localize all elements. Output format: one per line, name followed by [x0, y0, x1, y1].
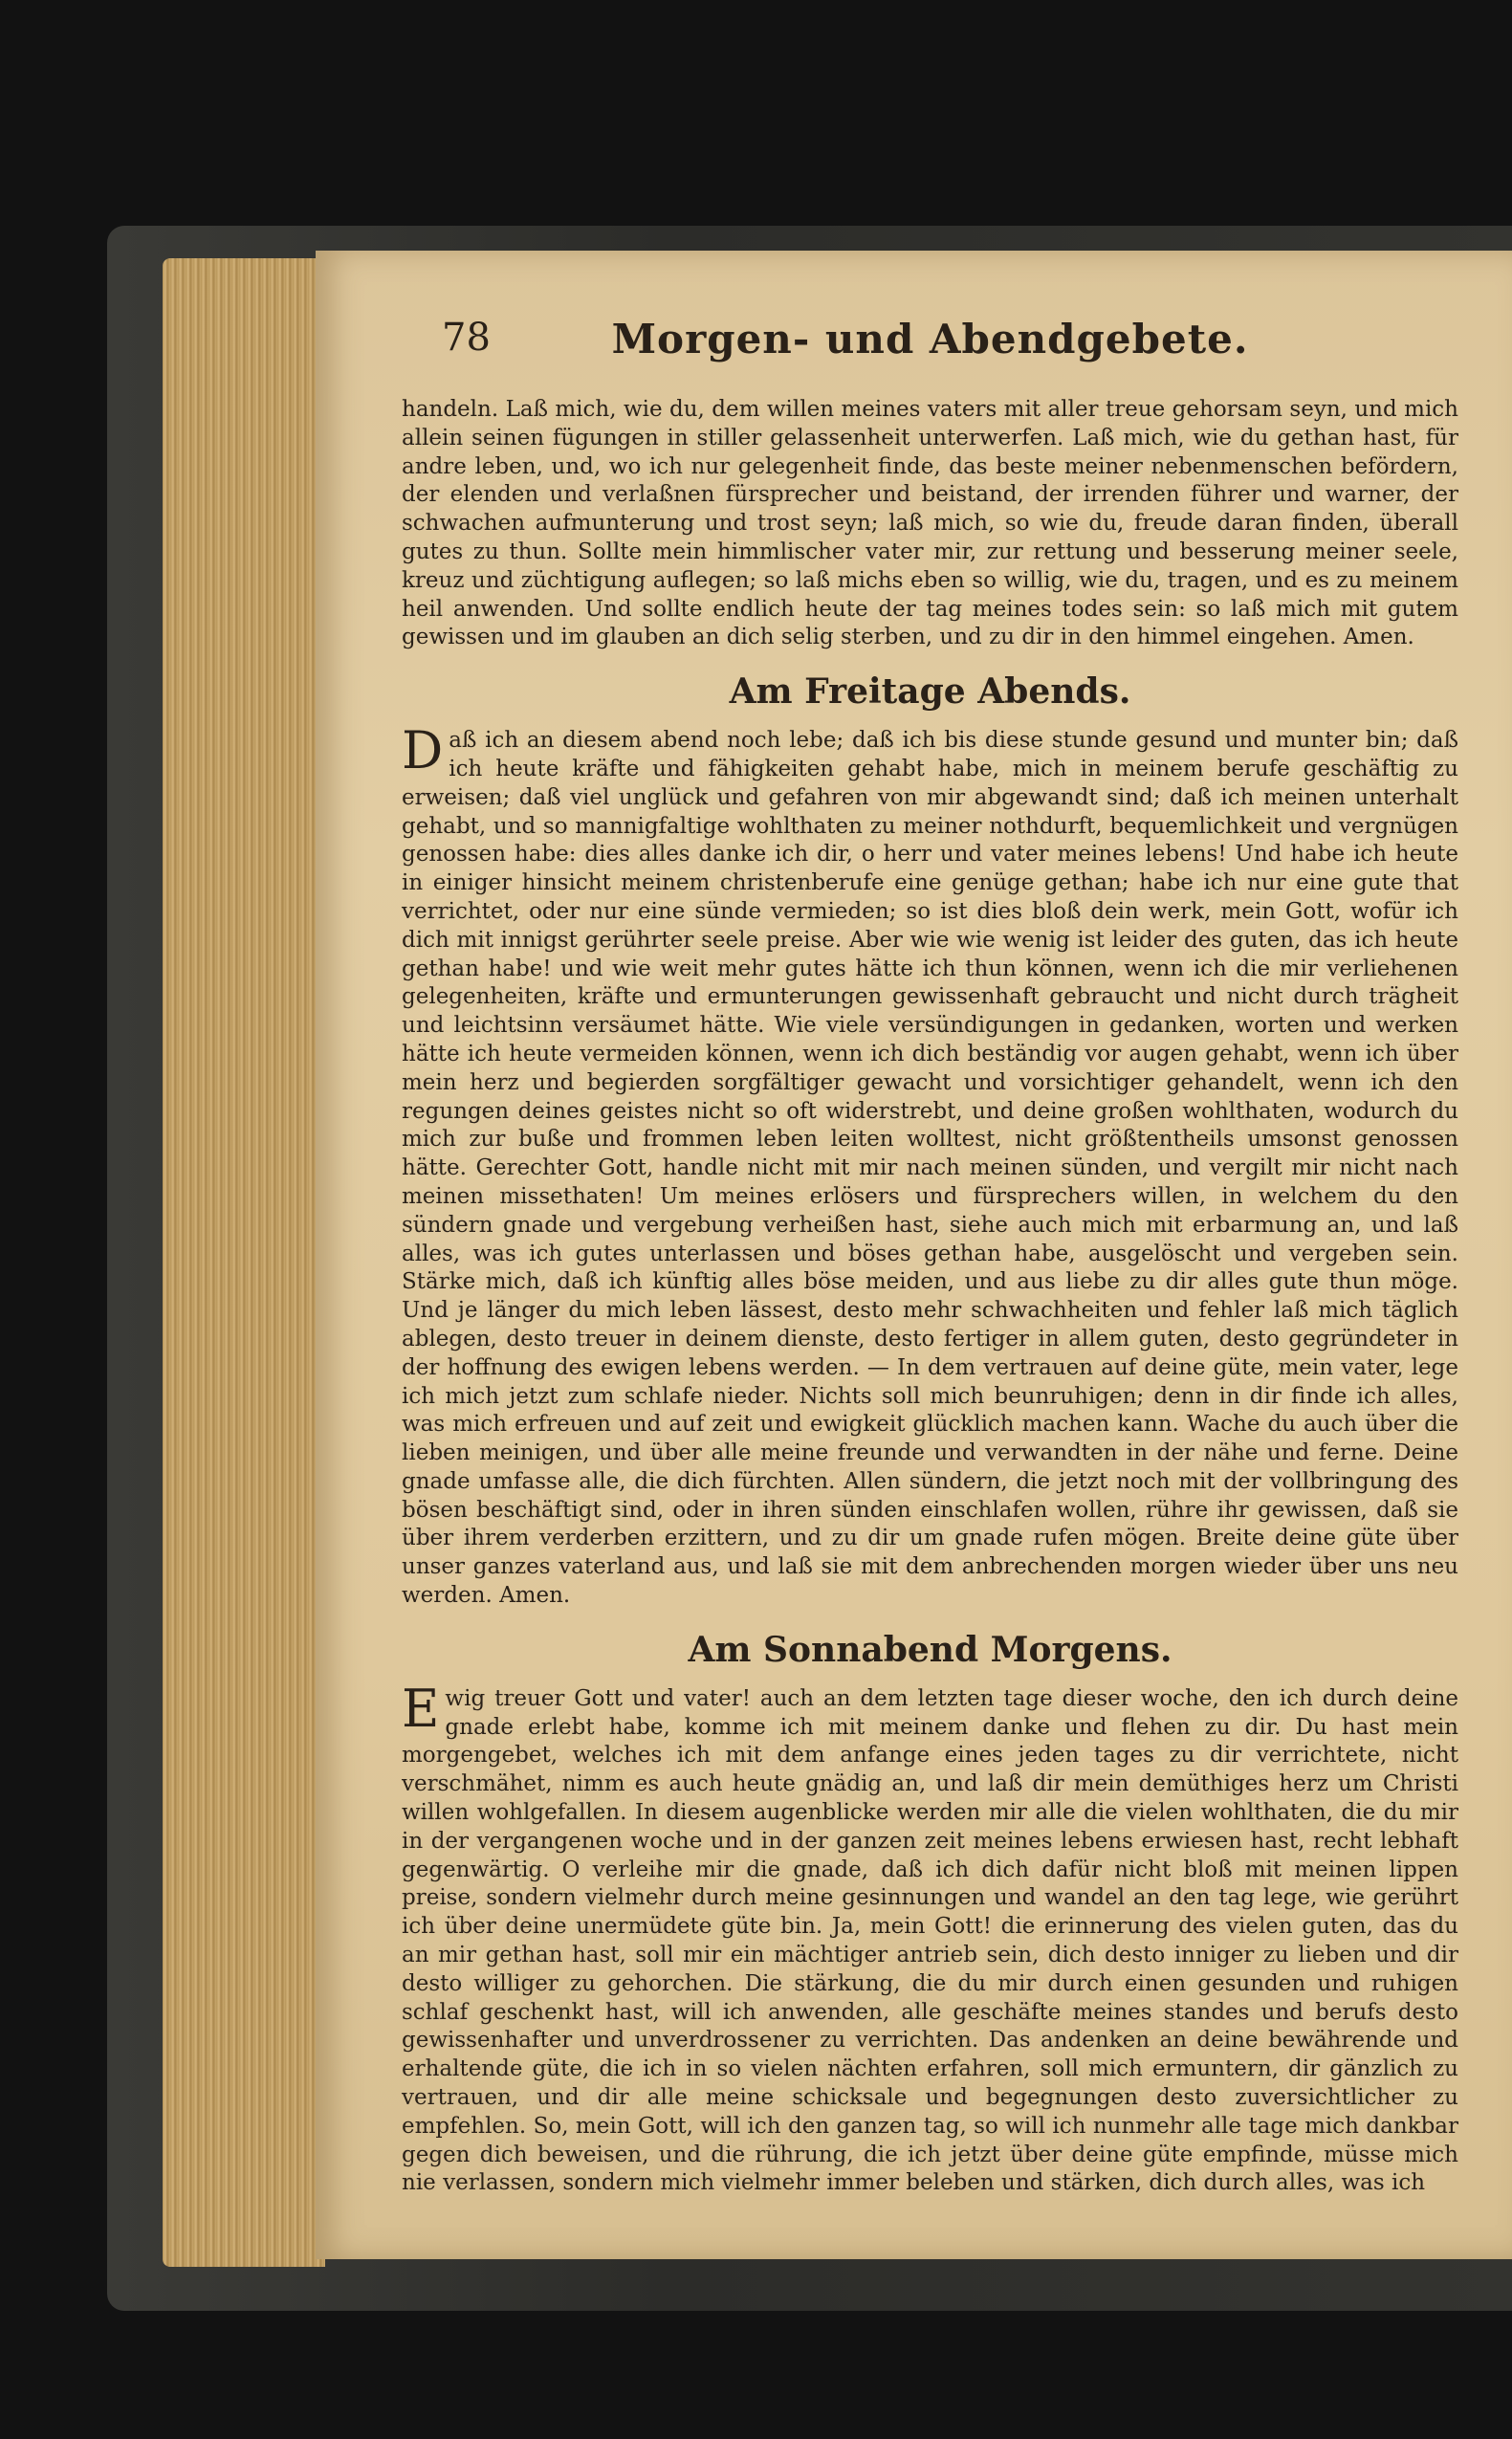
section-title-saturday-morning: Am Sonnabend Morgens. [688, 1629, 1172, 1670]
saturday-morning-paragraph [402, 1678, 1458, 2198]
running-head: Morgen- und Abendgebete. [611, 316, 1249, 363]
friday-evening-text: aß ich an diesem abend noch lebe; daß ich bis diese stunde gesund und munter bin; daß ich heute kräfte und fähigkeiten gehabt habe, mich in meinem berufe geschäftig zu erweisen; daß viel unglück und gefahren von mir abgewandt sind; daß ich meinen unterhalt gehabt, und so mannigfaltige wohlthaten zu meiner nothdurft, bequemlichkeit und vergnügen genossen habe: dies alles danke ich dir, o herr und vater meines lebens! Und habe ich heute in einiger hinsicht meinem christenberufe eine genüge gethan; habe ich nur eine gute that verrichtet, oder nur eine sünde vermieden; so ist dies bloß dein werk, mein Gott, wofür ich dich mit innigst gerührter seele preise. Aber wie wie wenig ist leider des guten, das ich heute gethan habe! und wie weit mehr gutes hätte ich thun können, wenn ich die mir verliehenen gelegenheiten, kräfte und ermunterungen gewissenhaft gebraucht und nicht durch trägheit und leichtsinn versäumet hätte. Wie viele versündigungen in gedanken, worten und werken hätte ich heute vermeiden können, wenn ich dich beständig vor augen gehabt, wenn ich über mein herz und begierden sorgfältiger gewacht und vorsichtiger gehandelt, wenn ich den regungen deines geistes nicht so oft widerstrebt, und deine großen wohlthaten, wodurch du mich zur buße und frommen leben leiten wolltest, nicht größtentheils umsonst genossen hätte. Gerechter Gott, handle nicht mit mir nach meinen sünden, und vergilt mir nicht nach meinen missethaten! Um meines erlösers und fürsprechers willen, in welchem du den sündern gnade und vergebung verheißen hast, siehe auch mich mit erbarmung an, und laß alles, was ich gutes unterlassen und böses gethan habe, ausgelöscht und vergeben sein. Stärke mich, daß ich künftig alles böse meiden, und aus liebe zu dir alles gute thun möge. Und je länger du mich leben lässest, desto mehr schwachheiten und fehler laß mich täglich ablegen, desto treuer in deinem dienste, desto fertiger in allem guten, desto gegründeter in der hoffnung des ewigen lebens werden. — In dem vertrauen auf deine güte, mein vater, lege ich mich jetzt zum schlafe nieder. Nichts soll mich beunruhigen; denn in dir finde ich alles, was mich erfreuen und auf zeit und ewigkeit glücklich machen kann. Wache du auch über die lieben meinigen, und über alle meine freunde und verwandten in der nähe und ferne. Deine gnade umfasse alle, die dich fürchten. Allen sündern, die jetzt noch mit der vollbringung des bösen beschäftigt sind, oder in ihren sünden einschlafen wollen, rühre ihr gewissen, daß sie über ihrem verderben erzittern, und zu dir um gnade rufen mögen. Breite deine güte über unser ganzes vaterland aus, und laß sie mit dem anbrechenden morgen wieder über uns neu werden. Amen. [402, 728, 1458, 1609]
drop-cap-initial: E [402, 1678, 440, 1739]
page-content [402, 316, 1458, 2198]
page-edges [163, 258, 325, 2267]
friday-evening-paragraph [402, 720, 1458, 1611]
page-header [402, 316, 1458, 373]
continuation-paragraph: handeln. Laß mich, wie du, dem willen meines vaters mit aller treue gehorsam seyn, und mich allein seinen fügungen in stiller gelassenheit unterwerfen. Laß mich, wie du gethan hast, für andre leben, und, wo ich nur gelegenheit finde, das beste meiner nebenmenschen befördern, der elenden und verlaßnen fürsprecher und beistand, der irrenden führer und warner, der schwachen aufmunterung und trost seyn; laß mich, so wie du, freude daran finden, überall gutes zu thun. Sollte mein himmlischer vater mir, zur rettung und besserung meiner seele, kreuz und züchtigung auflegen; so laß michs eben so willig, wie du, tragen, und es zu meinem heil anwenden. Und sollte endlich heute der tag meines todes sein: so laß mich mit gutem gewissen und im glauben an dich selig sterben, und zu dir in den himmel eingehen. Amen. [402, 397, 1458, 650]
section-title-friday-evening: Am Freitage Abends. [729, 671, 1131, 713]
page-number: 78 [442, 316, 491, 360]
saturday-morning-text: wig treuer Gott und vater! auch an dem letzten tage dieser woche, den ich durch deine gnade erlebt habe, komme ich mit meinem danke und flehen zu dir. Du hast mein morgengebet, welches ich mit dem anfange eines jeden tages zu dir verrichtete, nicht verschmähet, nimm es auch heute gnädig an, und laß dir mein demüthiges herz um Christi willen wohlgefallen. In diesem augenblicke werden mir alle die vielen wohlthaten, die du mir in der vergangenen woche und in der ganzen zeit meines lebens erwiesen hast, recht lebhaft gegenwärtig. O verleihe mir die gnade, daß ich dich dafür nicht bloß mit meinen lippen preise, sondern vielmehr durch meine gesinnungen und wandel an den tag lege, wie gerührt ich über deine unermüdete güte bin. Ja, mein Gott! die erinnerung des vielen guten, das du an mir gethan hast, soll mir ein mächtiger antrieb sein, dich desto inniger zu lieben und dir desto williger zu gehorchen. Die stärkung, die du mir durch einen gesunden und ruhigen schlaf geschenkt hast, will ich anwenden, alle geschäfte meines standes und berufs desto gewissenhafter und unverdrossener zu verrichten. Das andenken an deine bewährende und erhaltende güte, die ich in so vielen nächten erfahren, soll mich ermuntern, dir gänzlich zu vertrauen, und dir alle meine schicksale und begegnungen desto zuversichtlicher zu empfehlen. So, mein Gott, will ich den ganzen tag, so will ich nunmehr alle tage mich dankbar gegen dich beweisen, und die rührung, die ich jetzt über deine güte empfinde, müsse mich nie verlassen, sondern mich vielmehr immer beleben und stärken, dich durch alles, was ich [402, 1685, 1458, 2196]
drop-cap-initial: D [402, 720, 444, 781]
